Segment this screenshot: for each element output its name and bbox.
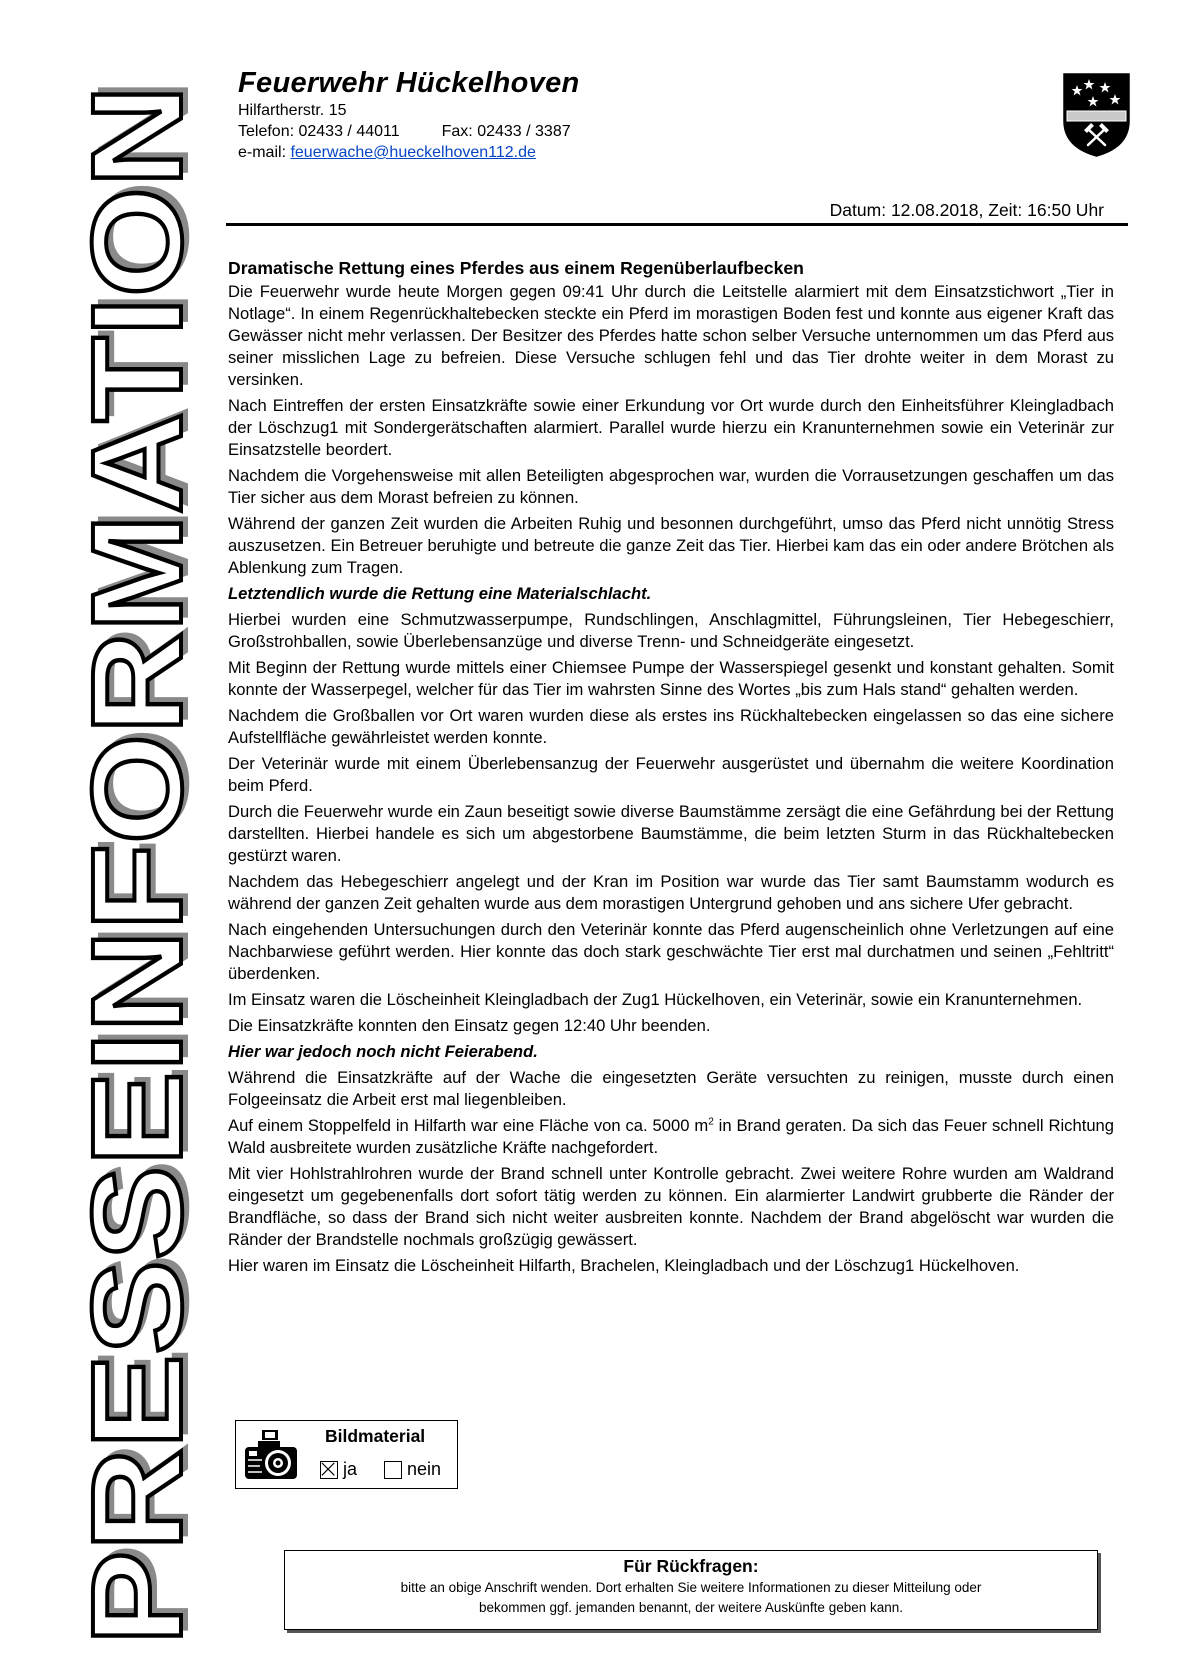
paragraph: Hierbei wurden eine Schmutzwasserpumpe, Rundschlingen, Anschlagmittel, Führungsleinen, Tier Hebegeschierr, Großstrohballen, sowie Überlebensanzüge und diverse Trenn- und Schneidgeräte eingesetzt.: [228, 610, 1114, 651]
subheading: Letztendlich wurde die Rettung eine Materialschlacht.: [228, 584, 652, 603]
presseinformation-watermark: [63, 40, 193, 1650]
paragraph: Nachdem das Hebegeschierr angelegt und der Kran im Position war wurde das Tier samt Baumstamm wodurch es während der ganzen Zeit gehalten wurde aus dem morastigen Untergrund gehoben und ans sichere Ufer gebracht.: [228, 872, 1114, 913]
letterhead: [238, 66, 938, 163]
organization-name: Feuerwehr Hückelhoven: [238, 67, 580, 99]
article-headline: Dramatische Rettung eines Pferdes aus einem Regenüberlaufbecken: [228, 258, 804, 278]
date-time-line: Datum: 12.08.2018, Zeit: 16:50 Uhr: [829, 200, 1104, 220]
email-line: [238, 142, 938, 163]
x-mark-icon: [321, 1462, 337, 1478]
phone-number: Telefon: 02433 / 44011: [238, 123, 400, 140]
image-material-box: [235, 1420, 458, 1489]
header-divider: [226, 223, 1128, 226]
image-material-title: Bildmaterial: [325, 1426, 426, 1446]
subheading: Hier war jedoch noch nicht Feierabend.: [228, 1042, 538, 1061]
paragraph: Der Veterinär wurde mit einem Überlebensanzug der Feuerwehr ausgerüstet und übernahm die weitere Koordination beim Pferd.: [228, 754, 1114, 795]
coat-of-arms-logo: [1063, 73, 1130, 157]
inquiries-box: [284, 1550, 1098, 1630]
paragraph: Nach eingehenden Untersuchungen durch den Veterinär konnte das Pferd augenscheinlich ohne Verletzungen auf eine Nachbarwiese geführt werden. Hier konnte das doch stark geschwächte Tier erst mal durchatmen und seinen „Fehltritt“ überdenken.: [228, 920, 1114, 983]
street-address: Hilfartherstr. 15: [238, 102, 347, 119]
watermark-text: PRESSEINFORMATION: [66, 232, 193, 1645]
paragraph: Die Feuerwehr wurde heute Morgen gegen 09:41 Uhr durch die Leitstelle alarmiert mit dem Einsatzstichwort „Tier in Notlage“. In einem Regenrückhaltebecken steckte ein Pferd im morastigen Boden fest und konnte aus eigener Kraft das Gewässer nicht mehr verlassen. Der Besitzer des Pferdes hatte schon selber Versuche unternommen um das Pferd aus seiner misslichen Lage zu befreien. Diese Versuche schlugen fehl und das Tier drohte weiter in dem Morast zu versinken.: [228, 282, 1114, 389]
paragraph: Nachdem die Vorgehensweise mit allen Beteiligten abgesprochen war, wurden die Vorrausetzungen geschaffen um das Tier sicher aus dem Morast befreien zu können.: [228, 466, 1114, 507]
inquiries-title: Für Rückfragen:: [623, 1556, 759, 1576]
paragraph: Durch die Feuerwehr wurde ein Zaun beseitigt sowie diverse Baumstämme zersägt die eine Gefährdung bei der Rettung darstellten. Hierbei handele es sich um abgestorbene Baumstämme, die beim letzten Sturm in das Rückhaltebecken gestürzt waren.: [228, 802, 1114, 865]
email-link[interactable]: feuerwache@hueckelhoven112.de: [290, 144, 536, 161]
paragraph: Während die Einsatzkräfte auf der Wache die eingesetzten Geräte versuchten zu reinigen, musste durch einen Folgeeinsatz die Arbeit erst mal liegenbleiben.: [228, 1068, 1114, 1109]
option-no-label: nein: [407, 1459, 442, 1479]
area-text: Auf einem Stoppelfeld in Hilfarth war eine Fläche von ca. 5000 m: [228, 1116, 709, 1135]
paragraph: Während der ganzen Zeit wurden die Arbeiten Ruhig und besonnen durchgeführt, umso das Pferd nicht unnötig Stress auszusetzen. Ein Betreuer beruhigte und betreute die ganze Zeit das Tier. Hierbei kam das ein oder andere Brötchen als Ablenkung zum Tragen.: [228, 514, 1114, 577]
paragraph: Hier waren im Einsatz die Löscheinheit Hilfarth, Brachelen, Kleingladbach und der Löschzug1 Hückelhoven.: [228, 1256, 1020, 1275]
paragraph: Im Einsatz waren die Löscheinheit Kleingladbach der Zug1 Hückelhoven, ein Veterinär, sowie ein Kranunternehmen.: [228, 990, 1083, 1009]
camera-icon: [242, 1427, 300, 1485]
watermark-shadow: PRESSEINFORMATION: [72, 226, 193, 1639]
paragraph: Die Einsatzkräfte konnten den Einsatz gegen 12:40 Uhr beenden.: [228, 1016, 711, 1035]
checkbox-yes[interactable]: [320, 1461, 338, 1479]
area-text-rest: in Brand geraten. Da sich das Feuer schnell Richtung Wald ausbreitete wurden zusätzliche Kräfte nachgefordert.: [228, 1116, 1115, 1157]
paragraph: Mit vier Hohlstrahlrohren wurde der Brand schnell unter Kontrolle gebracht. Zwei weitere Rohre wurden am Waldrand eingesetzt um gegebenenfalls dort sofort tätig werden zu können. Ein alarmierter Landwirt grubberte die Ränder der Brandfläche, so dass der Brand sich nicht weiter ausbreiten konnte. Nachdem der Brand abgelöscht war wurden die Ränder der Brandstelle nochmals großzügig gewässert.: [228, 1164, 1114, 1249]
option-no[interactable]: [384, 1459, 441, 1480]
option-yes-label: ja: [343, 1459, 358, 1479]
option-yes[interactable]: [320, 1459, 357, 1480]
contact-line: [238, 121, 938, 142]
paragraph: Nach Eintreffen der ersten Einsatzkräfte sowie einer Erkundung vor Ort wurde durch den Einheitsführer Kleingladbach der Löschzug1 mit Sondergerätschaften alarmiert. Parallel wurde hierzu ein Kranunternehmen sowie ein Veterinär zur Einsatzstelle beordert.: [228, 396, 1114, 459]
paragraph: Mit Beginn der Rettung wurde mittels einer Chiemsee Pumpe der Wasserspiegel gesenkt und konstant gehalten. Somit konnte der Wasserpegel, welcher für das Tier im wahrsten Sinne des Wortes „bis zum Hals stand“ gehalten werden.: [228, 658, 1114, 699]
superscript: 2: [708, 1116, 714, 1128]
inquiries-line-1: bitte an obige Anschrift wenden. Dort erhalten Sie weitere Informationen zu dieser Mitteilung oder: [400, 1580, 982, 1595]
paragraph: [228, 1115, 1114, 1159]
fax-number: Fax: 02433 / 3387: [441, 123, 571, 140]
paragraph: Nachdem die Großballen vor Ort waren wurden diese als erstes ins Rückhaltebecken eingelassen so das eine sichere Aufstellfläche gewährleistet werden konnte.: [228, 706, 1114, 747]
press-release-body: [228, 257, 1114, 1281]
checkbox-no[interactable]: [384, 1461, 402, 1479]
inquiries-line-2: bekommen ggf. jemanden benannt, der weitere Auskünfte geben kann.: [478, 1600, 904, 1615]
email-label: e-mail:: [238, 144, 291, 161]
